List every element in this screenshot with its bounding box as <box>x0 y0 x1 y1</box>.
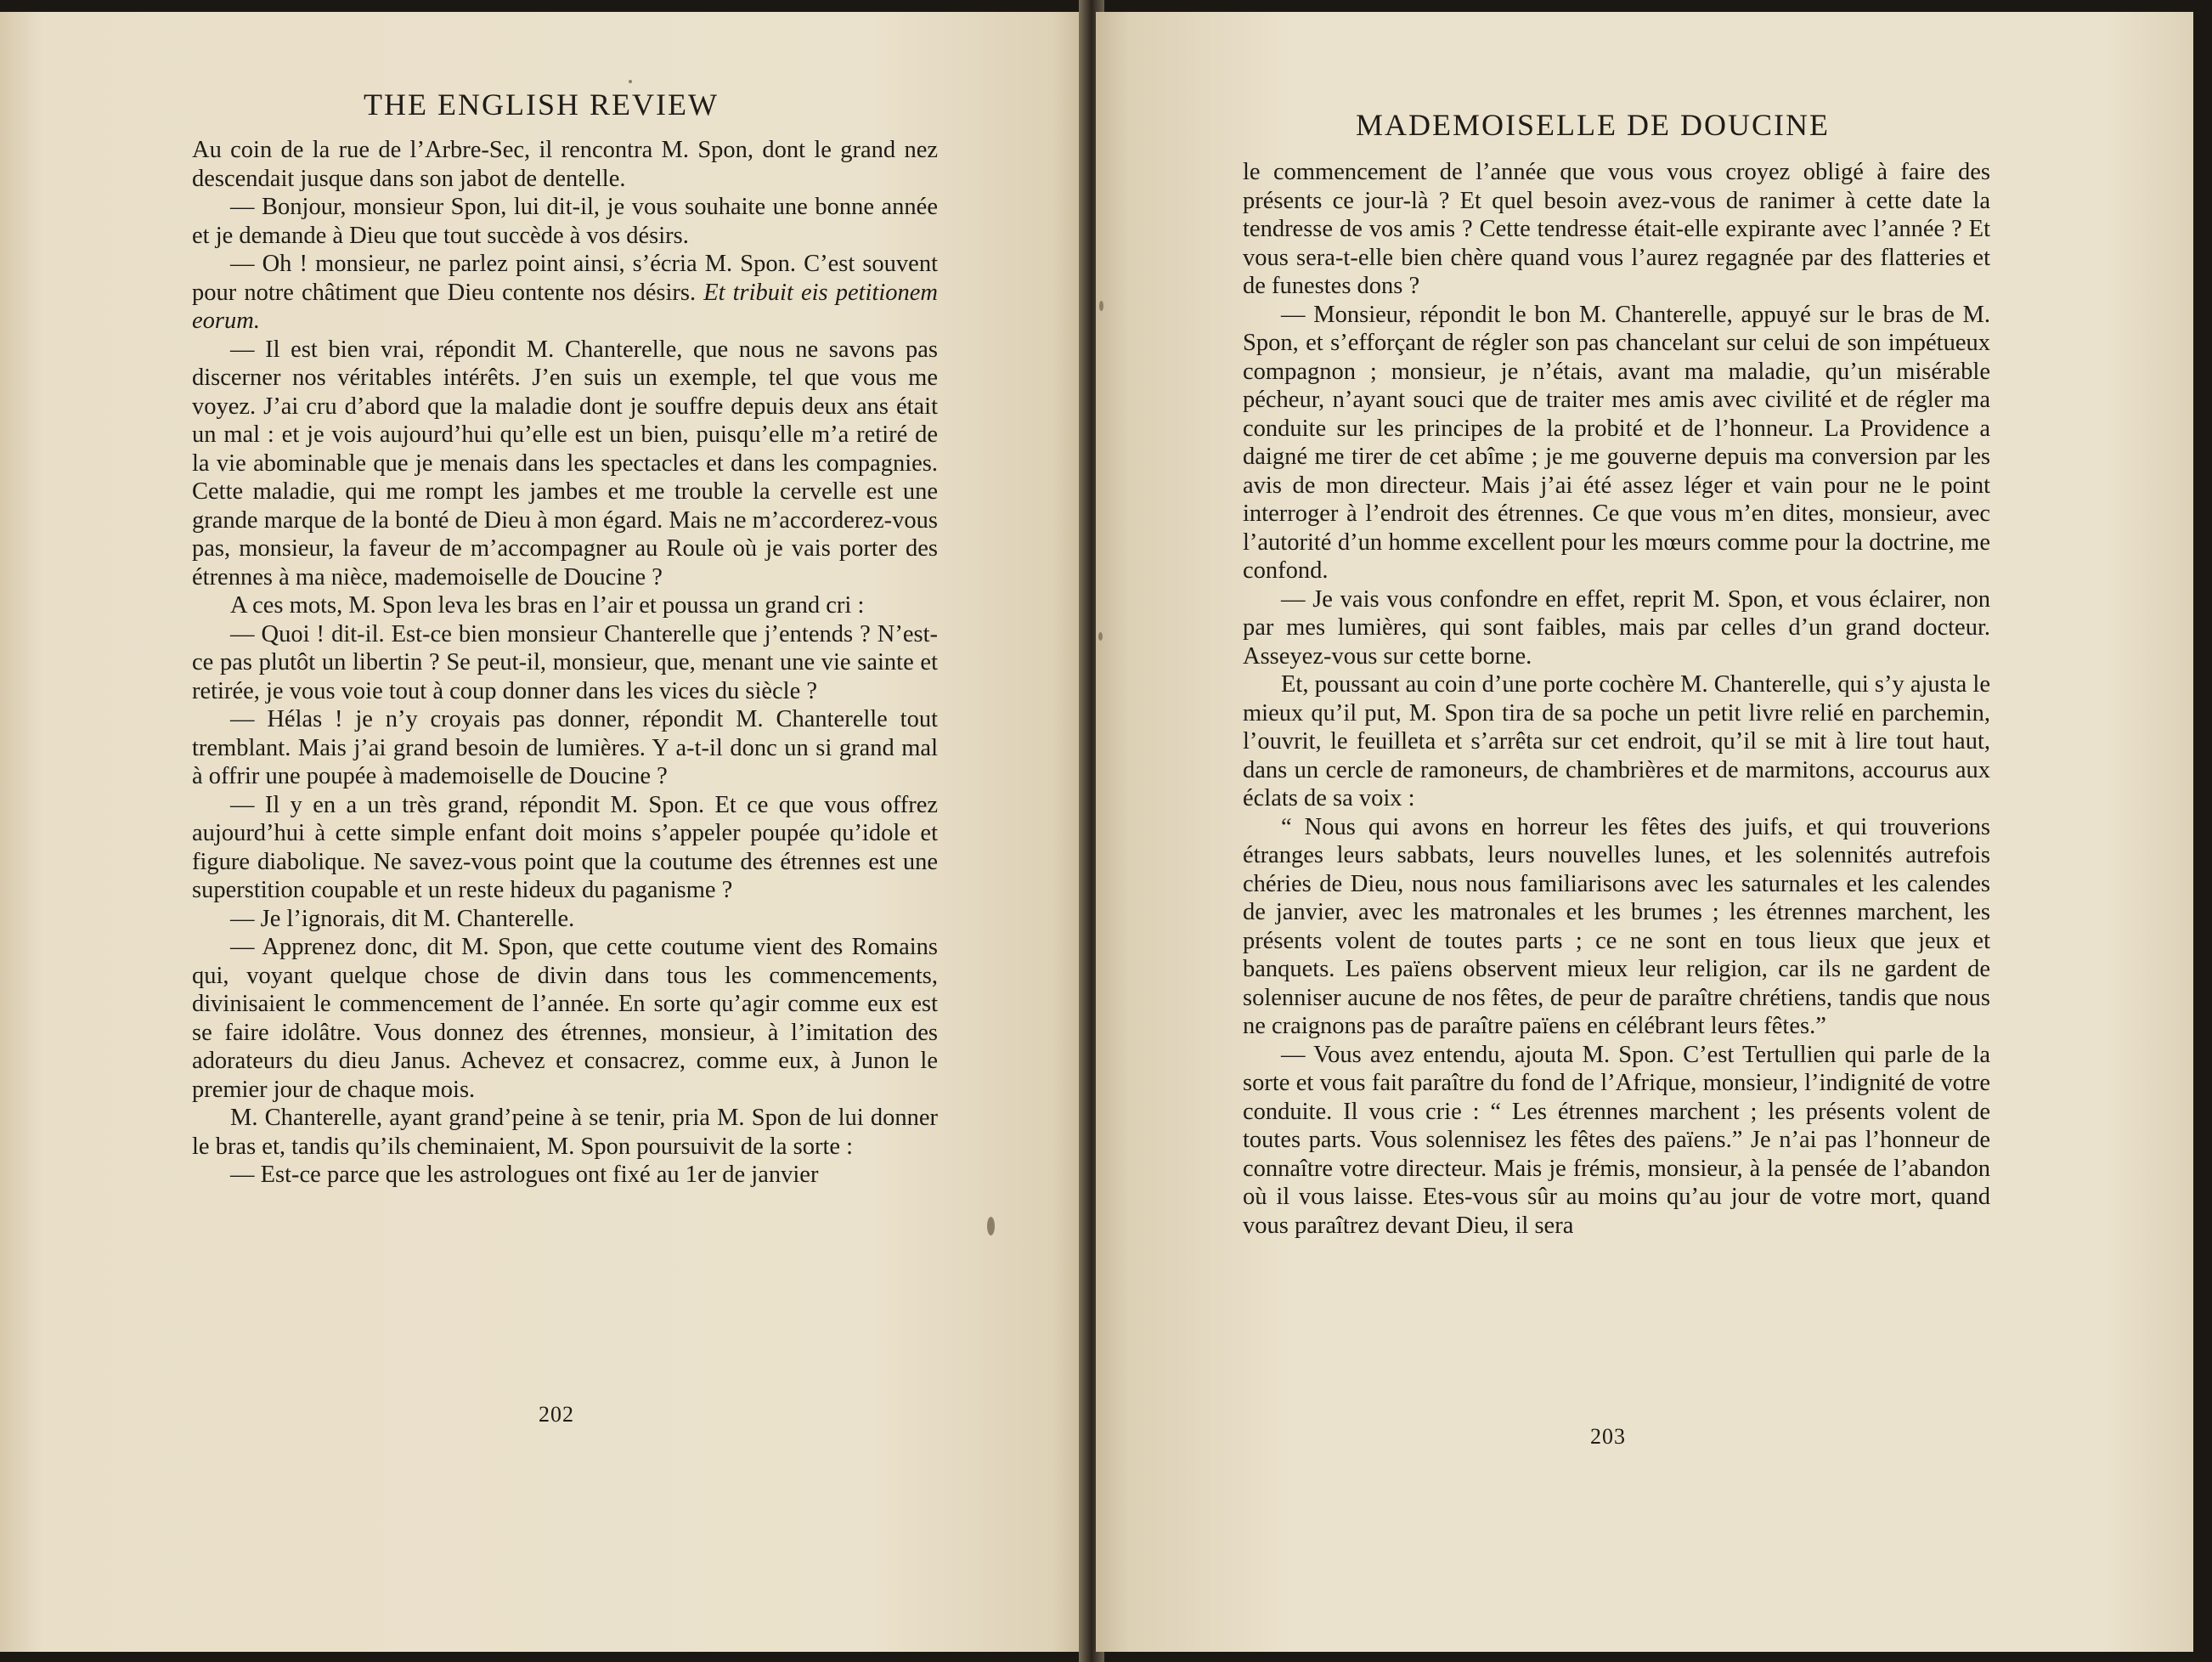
paper-speck <box>987 1217 995 1235</box>
paragraph: — Il est bien vrai, répondit M. Chanterelle, que nous ne savons pas discerner nos véritables intérêts. J’en suis un exemple, tel que vous me voyez. J’ai cru d’abord que la maladie dont je souffre depuis deux ans était un mal : et je vois aujourd’hui qu’elle est un bien, puisqu’elle m’a retiré de la vie abominable que je menais dans les spectacles et dans les compagnies. Cette maladie, qui me rompt les jambes et me trouble la cervelle est une grande marque de la bonté de Dieu à mon égard. Mais ne m’accorderez-vous pas, monsieur, la faveur de m’accompagner au Roule où je vais porter des étrennes à ma nièce, mademoiselle de Doucine ? <box>192 336 938 591</box>
paragraph: — Est-ce parce que les astrologues ont fixé au 1er de janvier <box>230 1162 819 1188</box>
paper-speck <box>1099 301 1103 311</box>
paragraph: — Il y en a un très grand, répondit M. Spon. Et ce que vous offrez aujourd’hui à cette simple enfant doit moins s’appeler poupée qu’idole et figure diabolique. Ne savez-vous point que la coutume des étrennes est une superstition coupable et un reste hideux du paganisme ? <box>192 791 938 903</box>
right-page <box>1096 12 2193 1652</box>
latin-quote: Et tribuit eis petitionem eorum. <box>192 279 939 334</box>
quotation: “ Nous qui avons en horreur les fêtes des juifs, et qui trouverions étranges leurs sabbats, leurs nouvelles lunes, et les solennités autrefois chéries de Dieu, nous nous familiarisons avec les saturnales et les calendes de janvier, avec les matronales et les brumes ; les étrennes marchent, les présents volent de toutes parts ; ce ne sont en tous lieux que jeux et banquets. Les païens observent mieux leur religion, car ils ne gardent de solenniser aucune de nos fêtes, de peur de paraître chrétiens, tandis que nous ne craignons pas de paraître païens en célébrant leurs fêtes.” <box>1243 813 1990 1039</box>
paragraph: — Je vais vous confondre en effet, reprit M. Spon, et vous éclairer, non par mes lumières, qui sont faibles, mais par celles d’un grand docteur. Asseyez-vous sur cette borne. <box>1243 585 1990 670</box>
paper-speck <box>1098 632 1103 641</box>
paragraph: le commencement de l’année que vous vous croyez obligé à faire des présents ce jour-là ? Et quel besoin avez-vous de ranimer à cette date la tendresse de vos amis ? Cette tendresse était-elle expirante avec l’année ? Et vous sera-t-elle bien chère quand vous l’aurez regagnée par des flatteries et de funestes dons ? <box>1243 159 1990 299</box>
paragraph: — Je l’ignorais, dit M. Chanterelle. <box>230 905 575 932</box>
right-page-text <box>1243 158 1990 1240</box>
paper-speck <box>629 80 632 83</box>
paragraph-text: — Oh ! monsieur, ne parlez point ainsi, s’écria M. Spon. C’est souvent pour notre châtiment que Dieu contente nos désirs. <box>192 251 938 306</box>
paragraph <box>192 250 938 336</box>
page-number: 202 <box>539 1402 574 1427</box>
paragraph: — Hélas ! je n’y croyais pas donner, répondit M. Chanterelle tout tremblant. Mais j’ai grand besoin de lumières. Y a-t-il donc un si grand mal à offrir une poupée à mademoiselle de Doucine ? <box>192 706 938 789</box>
paragraph: — Bonjour, monsieur Spon, lui dit-il, je vous souhaite une bonne année et je demande à Dieu que tout succède à vos désirs. <box>192 194 938 249</box>
page-number: 203 <box>1590 1424 1626 1449</box>
running-head: MADEMOISELLE DE DOUCINE <box>1356 108 1830 142</box>
paragraph: — Apprenez donc, dit M. Spon, que cette coutume vient des Romains qui, voyant quelque chose de divin dans tous les commencements, divinisaient le commencement de l’année. En sorte qu’agir comme eux est se faire idolâtre. Vous donnez des étrennes, monsieur, à l’imitation des adorateurs du dieu Janus. Achevez et consacrez, comme eux, à Junon le premier jour de chaque mois. <box>192 934 938 1103</box>
paragraph: M. Chanterelle, ayant grand’peine à se tenir, pria M. Spon de lui donner le bras et, tandis qu’ils cheminaient, M. Spon poursuivit de la sorte : <box>192 1105 938 1160</box>
left-page <box>0 12 1086 1652</box>
left-page-text <box>192 136 938 1190</box>
paragraph: Au coin de la rue de l’Arbre-Sec, il rencontra M. Spon, dont le grand nez descendait jusque dans son jabot de dentelle. <box>192 137 938 192</box>
running-head: THE ENGLISH REVIEW <box>364 88 719 122</box>
paragraph: — Vous avez entendu, ajouta M. Spon. C’est Tertullien qui parle de la sorte et vous fait paraître du fond de l’Afrique, monsieur, l’indignité de votre conduite. Il vous crie : “ Les étrennes marchent ; les présents volent de toutes parts. Vous solennisez les fêtes des païens.” Je n’ai pas l’honneur de connaître votre directeur. Mais je frémis, monsieur, à la pensée de l’abandon où il vous laisse. Etes-vous sûr au moins qu’au jour de votre mort, quand vous paraîtrez devant Dieu, il sera <box>1243 1041 1990 1239</box>
paragraph: A ces mots, M. Spon leva les bras en l’air et poussa un grand cri : <box>230 592 865 619</box>
paragraph: — Monsieur, répondit le bon M. Chanterelle, appuyé sur le bras de M. Spon, et s’efforçant de régler son pas chancelant sur celui de son impétueux compagnon ; monsieur, je n’étais, avant ma maladie, qu’un misérable pécheur, n’ayant souci que de traiter mes amis avec civilité et de régler ma conduite sur les principes de la probité et de l’honneur. La Providence a daigné me tirer de cet abîme ; je me gouverne depuis ma conversion par les avis de mon directeur. Mais j’ai été assez léger et vain pour ne le point interroger à l’endroit des étrennes. Ce que vous m’en dites, monsieur, avec l’autorité d’un homme excellent pour les mœurs comme pour la doctrine, me confond. <box>1243 301 1990 584</box>
paragraph: — Quoi ! dit-il. Est-ce bien monsieur Chanterelle que j’entends ? N’est-ce pas plutôt un libertin ? Se peut-il, monsieur, que, menant une vie sainte et retirée, je vous voie tout à coup donner dans les vices du siècle ? <box>192 620 938 704</box>
paragraph: Et, poussant au coin d’une porte cochère M. Chanterelle, qui s’y ajusta le mieux qu’il put, M. Spon tira de sa poche un petit livre relié en parchemin, l’ouvrit, le feuilleta et s’arrêta sur cet endroit, qu’il se mit à lire tout haut, dans un cercle de ramoneurs, de chambrières et de marmitons, accourus aux éclats de sa voix : <box>1243 671 1990 811</box>
